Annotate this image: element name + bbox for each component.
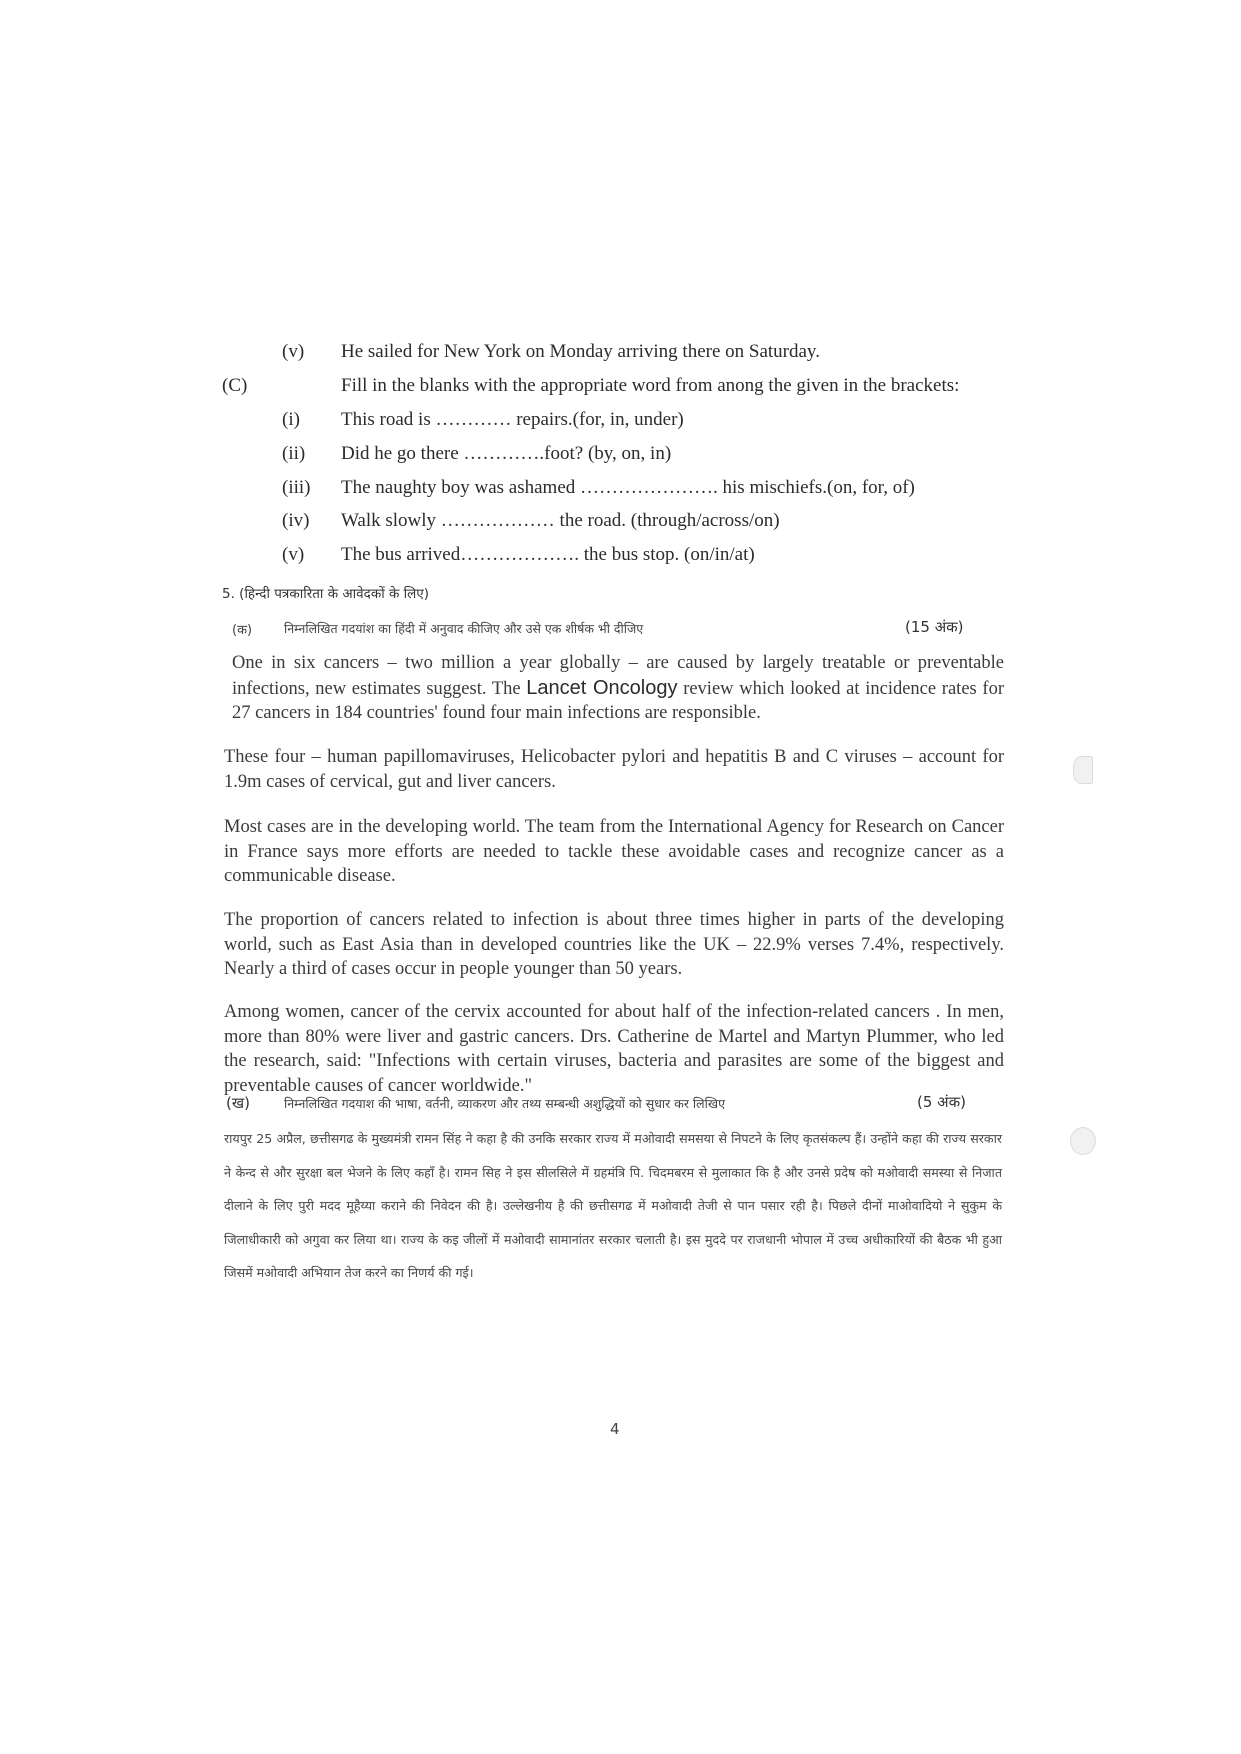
part-b-marks: (5 अंक) xyxy=(917,1093,966,1111)
page-number: 4 xyxy=(610,1420,620,1438)
question-5-heading: 5. (हिन्दी पत्रकारिता के आवेदकों के लिए) xyxy=(222,586,430,602)
part-b-label: (ख) xyxy=(226,1094,250,1112)
item-text: This road is ………… repairs.(for, in, under) xyxy=(341,409,684,430)
item-text: The bus arrived………………. the bus stop. (on/in/at) xyxy=(341,544,755,565)
item-text: He sailed for New York on Monday arriving there on Saturday. xyxy=(341,341,820,362)
item-text: The naughty boy was ashamed …………………. his mischiefs.(on, for, of) xyxy=(341,477,915,498)
part-a-label: (क) xyxy=(232,623,253,638)
hindi-passage: रायपुर 25 अप्रैल, छत्तीसगढ के मुख्यमंत्री रामन सिंह ने कहा है की उनकि सरकार राज्य में मओवादी समसया से निपटने के लिए कृतसंकल्प हैं। उन्होंने कहा की राज्य सरकार ने केन्द से और सुरक्षा बल भेजने के लिए कहाँ है। रामन सिह ने इस सीलसिले में ग्रहमंत्रि पि. चिदमबरम से मुलाकात कि है और उनसे प्रदेष को मओवादी समस्या से निजात दीलाने के लिए पुरी मदद मूहैय्या कराने की निवेदन की है। उल्लेखनीय है की छत्तीसगढ में मओवादी तेजी से पान पसार रही है। पिछले दीनों माओवादियो ने सुकुम के जिलाधीकारी को अगुवा कर लिया था। राज्य के कइ जीलों में मओवादी सामानांतर सरकार चलाती है। इस मुददे पर राजधानी भोपाल में उच्च अधीकारियों की बैठक भी हुआ जिसमें मओवादी अभियान तेज करने का निणर्य की गई। xyxy=(224,1131,1002,1280)
section-c-instruction: Fill in the blanks with the appropriate word from anong the given in the brackets: xyxy=(341,375,960,396)
part-a-marks: (15 अंक) xyxy=(905,618,964,636)
item-text: Walk slowly ……………… the road. (through/across/on) xyxy=(341,510,780,531)
passage-paragraph: Among women, cancer of the cervix accounted for about half of the infection-related cancers . In men, more than 80% were liver and gastric cancers. Drs. Catherine de Martel and Martyn Plummer, who led the research, said: "Infections with certain viruses, bacteria and parasites are some of the biggest and preventable causes of cancer worldwide." xyxy=(224,1002,1004,1096)
passage-paragraph: Most cases are in the developing world. The team from the International Agency for Research on Cancer in France says more efforts are needed to tackle these avoidable cases and recognize cancer as a communicable disease. xyxy=(224,817,1004,886)
journal-name: Lancet Oncology xyxy=(526,676,678,699)
item-number: (v) xyxy=(282,341,305,362)
item-text: Did he go there ………….foot? (by, on, in) xyxy=(341,443,672,464)
item-number: (i) xyxy=(282,409,300,430)
punch-hole-mark xyxy=(1070,1127,1096,1155)
passage-paragraph: These four – human papillomaviruses, Helicobacter pylori and hepatitis B and C viruses – account for 1.9m cases of cervical, gut and liver cancers. xyxy=(224,747,1004,792)
item-number: (ii) xyxy=(282,443,306,464)
passage-text: review which looked at incidence rates for 27 cancers in 184 countries' found four main infections are responsible. xyxy=(232,678,1004,723)
item-number: (iv) xyxy=(282,510,310,531)
item-number: (iii) xyxy=(282,477,311,498)
item-number: (v) xyxy=(282,544,305,565)
part-b-instruction: निम्नलिखित गदयाश की भाषा, वर्तनी, व्याकरण और तथ्य सम्बन्धी अशुद्धियों को सुधार कर लिखिए xyxy=(284,1096,726,1111)
passage-text: One in six cancers – two million a year globally – are caused by largely treatable or preventable infections, new estimates suggest. The xyxy=(232,653,1004,699)
section-c-label: (C) xyxy=(222,375,248,396)
passage-paragraph xyxy=(232,651,1004,726)
punch-hole-mark xyxy=(1073,756,1093,784)
passage-paragraph: The proportion of cancers related to infection is about three times higher in parts of the developing world, such as East Asia than in developed countries like the UK – 22.9% verses 7.4%, respectively. Nearly a third of cases occur in people younger than 50 years. xyxy=(224,910,1004,979)
part-a-instruction: निम्नलिखित गदयांश का हिंदी में अनुवाद कीजिए और उसे एक शीर्षक भी दीजिए xyxy=(284,621,644,636)
